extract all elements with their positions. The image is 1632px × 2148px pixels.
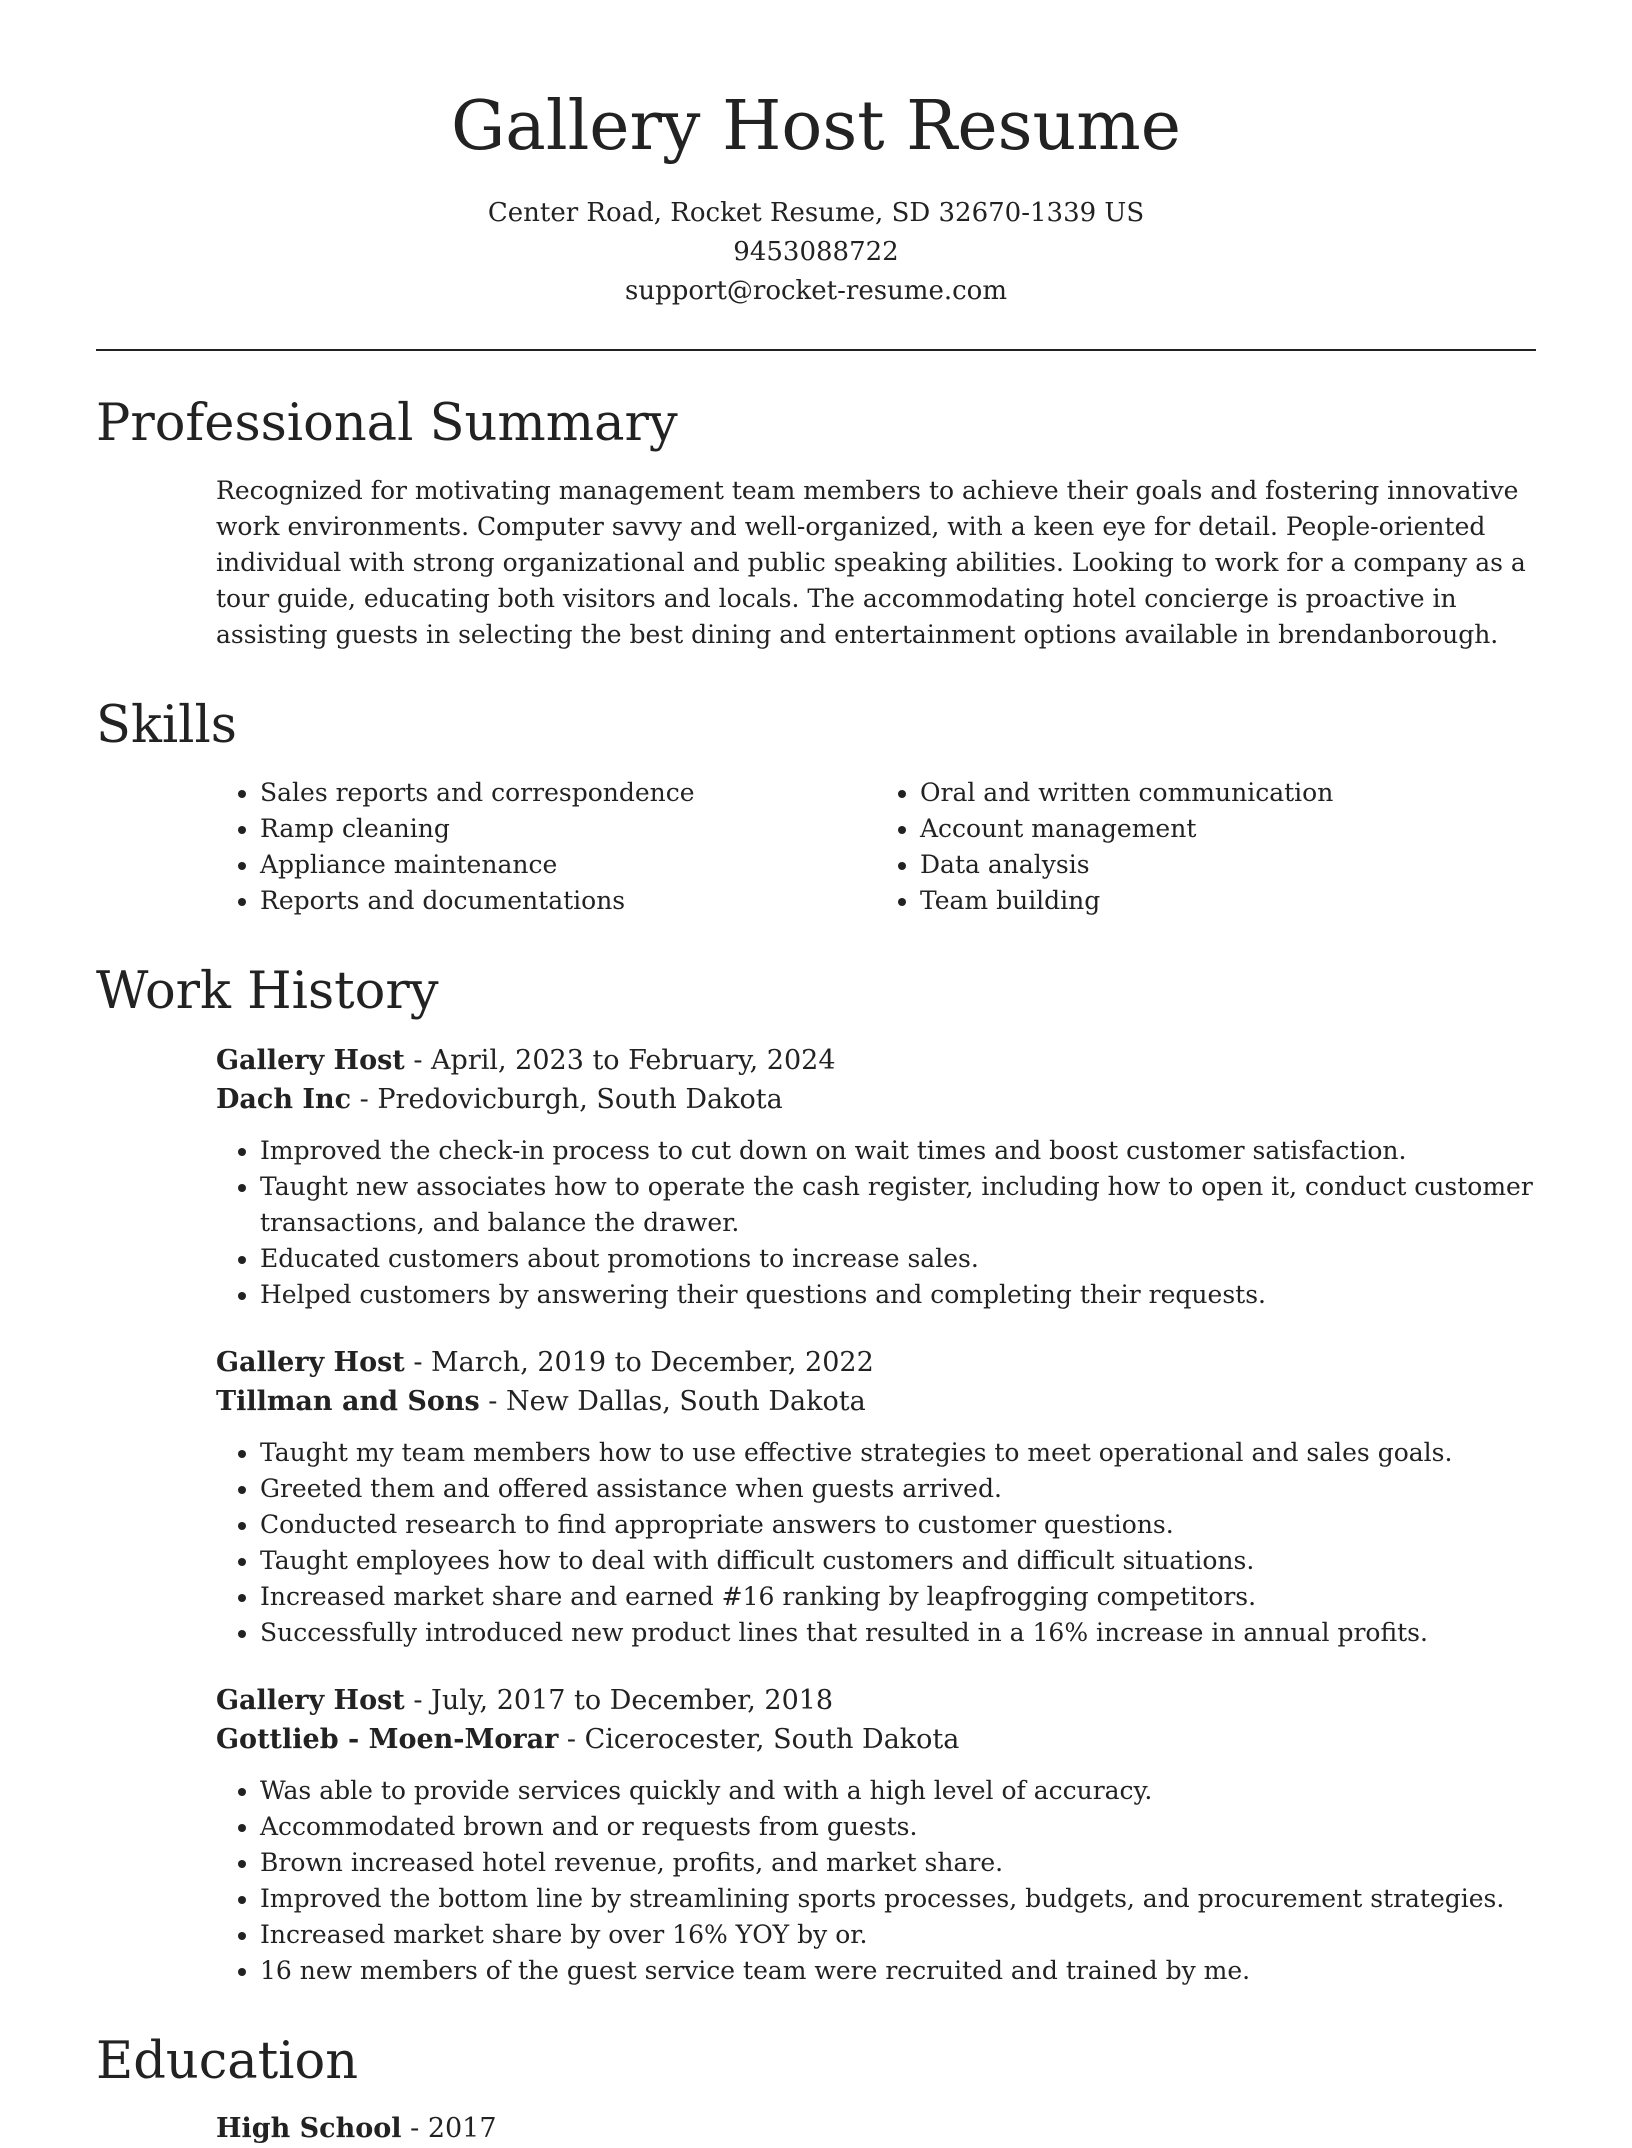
skill-item: • Sales reports and correspondence: [260, 775, 876, 811]
skill-item: • Reports and documentations: [260, 883, 876, 919]
job-company-line: [216, 1382, 1536, 1421]
job-company-line: [216, 1080, 1536, 1119]
job-role: Gallery Host: [216, 1347, 405, 1378]
job-company-line: [216, 1720, 1536, 1759]
education-year: - 2017: [401, 2113, 497, 2144]
job-company: Tillman and Sons: [216, 1386, 480, 1417]
job-location: - Cicerocester, South Dakota: [558, 1724, 960, 1755]
skills-left-list: [216, 775, 876, 919]
skill-item: • Data analysis: [920, 847, 1536, 883]
skill-item: • Ramp cleaning: [260, 811, 876, 847]
job-location: - New Dallas, South Dakota: [479, 1386, 866, 1417]
job-bullet: • 16 new members of the guest service team were recruited and trained by me.: [260, 1953, 1536, 1989]
skills-columns: [216, 775, 1536, 919]
summary-section: [96, 473, 1536, 653]
email: support@rocket-resume.com: [624, 276, 1007, 306]
education-entry: [216, 2109, 1536, 2148]
summary-text: Recognized for motivating management team members to achieve their goals and fostering innovative work environments. Computer savvy and well-organized, with a keen eye for detail. People-oriented individual with strong organizational and public speaking abilities. Looking to work for a company as a tour guide, educating both visitors and locals. The accommodating hotel concierge is proactive in assisting guests in selecting the best dining and entertainment options available in brendanborough.: [216, 476, 1526, 649]
job-bullet: • Successfully introduced new product lines that resulted in a 16% increase in annual profits.: [260, 1615, 1536, 1651]
header-divider: [96, 349, 1536, 351]
job-bullets: [216, 1435, 1536, 1651]
contact-info: [96, 194, 1536, 311]
job-entry: [216, 1041, 1536, 1313]
job-bullet: • Taught new associates how to operate the cash register, including how to open it, conduct customer transactions, and balance the drawer.: [260, 1169, 1536, 1241]
work-history-section: [96, 1041, 1536, 1989]
job-bullet: • Accommodated brown and or requests from guests.: [260, 1809, 1536, 1845]
job-bullet: • Taught my team members how to use effective strategies to meet operational and sales goals.: [260, 1435, 1536, 1471]
job-title-line: [216, 1681, 1536, 1720]
job-bullet: • Brown increased hotel revenue, profits, and market share.: [260, 1845, 1536, 1881]
skills-section: [96, 775, 1536, 919]
education-section: [96, 2109, 1536, 2148]
job-bullet: • Educated customers about promotions to increase sales.: [260, 1241, 1536, 1277]
skill-item: • Appliance maintenance: [260, 847, 876, 883]
job-dates: - March, 2019 to December, 2022: [404, 1347, 874, 1378]
job-company: Dach Inc: [216, 1084, 352, 1115]
skill-item: • Account management: [920, 811, 1536, 847]
job-dates: - July, 2017 to December, 2018: [404, 1685, 834, 1716]
job-bullet: • Was able to provide services quickly and with a high level of accuracy.: [260, 1773, 1536, 1809]
job-bullet: • Greeted them and offered assistance when guests arrived.: [260, 1471, 1536, 1507]
job-bullet: • Increased market share by over 16% YOY by or.: [260, 1917, 1536, 1953]
education-heading: Education: [96, 2032, 359, 2091]
job-dates: - April, 2023 to February, 2024: [404, 1045, 836, 1076]
job-role: Gallery Host: [216, 1685, 405, 1716]
job-entry: [216, 1343, 1536, 1651]
summary-heading: Professional Summary: [96, 394, 678, 453]
job-company: Gottlieb - Moen-Morar: [216, 1724, 559, 1755]
job-role: Gallery Host: [216, 1045, 405, 1076]
skills-right-list: [876, 775, 1536, 919]
education-degree: High School: [216, 2113, 402, 2144]
skill-item: • Oral and written communication: [920, 775, 1536, 811]
skills-heading: Skills: [96, 696, 237, 755]
job-entry: [216, 1681, 1536, 1989]
skill-item: • Team building: [920, 883, 1536, 919]
resume-title: Gallery Host Resume: [450, 87, 1182, 166]
job-bullet: • Helped customers by answering their questions and completing their requests.: [260, 1277, 1536, 1313]
job-location: - Predovicburgh, South Dakota: [351, 1084, 783, 1115]
job-bullet: • Taught employees how to deal with difficult customers and difficult situations.: [260, 1543, 1536, 1579]
resume-header: [96, 0, 1536, 311]
job-title-line: [216, 1041, 1536, 1080]
job-bullets: [216, 1773, 1536, 1989]
job-bullet: • Conducted research to find appropriate answers to customer questions.: [260, 1507, 1536, 1543]
work-history-heading: Work History: [96, 962, 439, 1021]
job-title-line: [216, 1343, 1536, 1382]
job-bullet: • Improved the bottom line by streamlining sports processes, budgets, and procurement strategies.: [260, 1881, 1536, 1917]
job-bullets: [216, 1133, 1536, 1313]
job-bullet: • Improved the check-in process to cut down on wait times and boost customer satisfaction.: [260, 1133, 1536, 1169]
job-bullet: • Increased market share and earned #16 ranking by leapfrogging competitors.: [260, 1579, 1536, 1615]
address: Center Road, Rocket Resume, SD 32670-1339 US: [487, 198, 1145, 228]
phone: 9453088722: [733, 237, 899, 267]
